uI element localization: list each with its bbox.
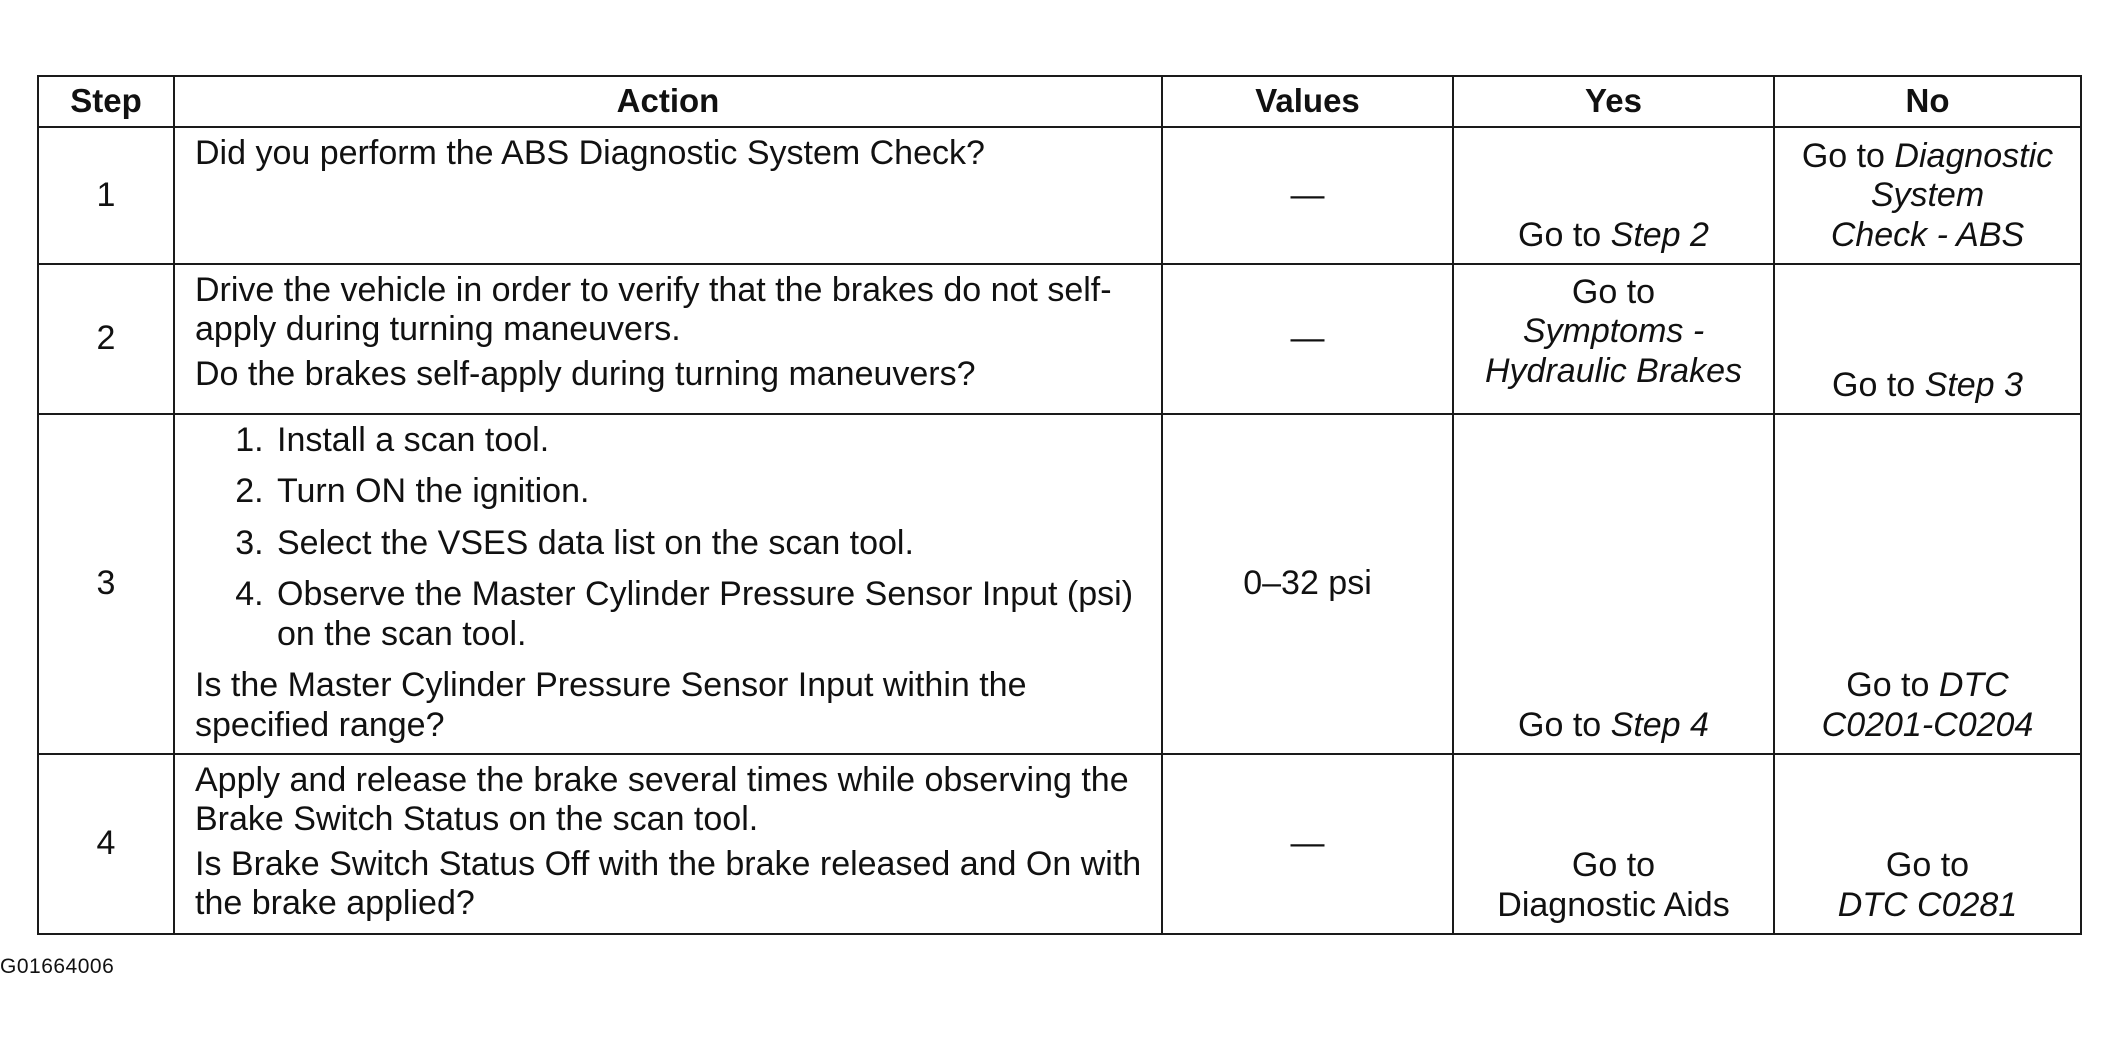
no-ref-link-cont[interactable]: Check - ABS bbox=[1830, 215, 2025, 254]
list-item: 2. Turn ON the ignition. bbox=[273, 472, 1149, 511]
no-prefix: Go to bbox=[1801, 136, 1895, 175]
step-number: 3 bbox=[38, 414, 174, 754]
yes-cell bbox=[1453, 754, 1774, 934]
yes-ref-link[interactable]: Symptoms - bbox=[1522, 312, 1705, 351]
action-cell bbox=[174, 127, 1162, 264]
header-yes: Yes bbox=[1453, 76, 1774, 127]
no-step-link[interactable]: Step 3 bbox=[1924, 365, 2023, 404]
values-cell: 0–32 psi bbox=[1162, 414, 1453, 754]
action-question: Is Brake Switch Status Off with the brake released and On with the brake applied? bbox=[195, 844, 1142, 923]
yes-prefix: Go to bbox=[1571, 273, 1656, 311]
no-cell bbox=[1774, 127, 2081, 264]
no-ref-link[interactable]: DTC bbox=[1938, 666, 2009, 705]
no-prefix: Go to bbox=[1846, 666, 1939, 705]
action-cell bbox=[174, 414, 1162, 754]
yes-prefix: Go to bbox=[1571, 846, 1656, 885]
yes-step-link[interactable]: Step 4 bbox=[1610, 705, 1709, 744]
list-item: 3. Select the VSES data list on the scan tool. bbox=[273, 524, 1149, 563]
no-cell bbox=[1774, 414, 2081, 754]
values-cell: — bbox=[1162, 127, 1453, 264]
header-values: Values bbox=[1162, 76, 1453, 127]
yes-ref-link-cont[interactable]: Hydraulic Brakes bbox=[1485, 351, 1742, 390]
diagnostic-table bbox=[37, 75, 2082, 935]
table-row bbox=[38, 414, 2081, 754]
no-ref-link-cont[interactable]: C0201-C0204 bbox=[1821, 705, 2034, 744]
step-number: 4 bbox=[38, 754, 174, 934]
header-step: Step bbox=[38, 76, 174, 127]
action-text: Apply and release the brake several times while observing the Brake Switch Status on the scan tool. bbox=[195, 761, 1129, 839]
values-cell: — bbox=[1162, 264, 1453, 414]
values-cell: — bbox=[1162, 754, 1453, 934]
list-item: 4. Observe the Master Cylinder Pressure Sensor Input (psi) on the scan tool. bbox=[273, 575, 1149, 654]
no-cell bbox=[1774, 754, 2081, 934]
action-steps-list bbox=[195, 421, 1149, 654]
table-row bbox=[38, 754, 2081, 934]
action-text: Did you perform the ABS Diagnostic System Check? bbox=[195, 134, 985, 172]
no-prefix: Go to bbox=[1885, 846, 1970, 885]
yes-prefix: Go to bbox=[1518, 705, 1611, 744]
table-row bbox=[38, 264, 2081, 414]
action-cell bbox=[174, 754, 1162, 934]
no-ref-link-cont[interactable]: System bbox=[1870, 176, 1985, 215]
table-header-row bbox=[38, 76, 2081, 127]
no-prefix: Go to bbox=[1832, 365, 1925, 404]
no-ref-link[interactable]: Diagnostic bbox=[1894, 136, 2054, 175]
action-question: Is the Master Cylinder Pressure Sensor Input within the specified range? bbox=[195, 666, 1027, 744]
header-no: No bbox=[1774, 76, 2081, 127]
yes-ref-link[interactable]: Diagnostic Aids bbox=[1497, 885, 1730, 924]
yes-prefix: Go to bbox=[1518, 215, 1611, 254]
list-item: 1. Install a scan tool. bbox=[273, 421, 1149, 460]
action-text: Drive the vehicle in order to verify that the brakes do not self-apply during turning maneuvers. bbox=[195, 271, 1112, 349]
table-row bbox=[38, 127, 2081, 264]
yes-cell bbox=[1453, 264, 1774, 414]
step-number: 2 bbox=[38, 264, 174, 414]
yes-cell bbox=[1453, 127, 1774, 264]
action-cell bbox=[174, 264, 1162, 414]
action-question: Do the brakes self-apply during turning maneuvers? bbox=[195, 354, 976, 393]
no-cell bbox=[1774, 264, 2081, 414]
header-action: Action bbox=[174, 76, 1162, 127]
no-ref-link[interactable]: DTC C0281 bbox=[1837, 885, 2018, 924]
figure-id-caption: G01664006 bbox=[0, 955, 115, 978]
yes-step-link[interactable]: Step 2 bbox=[1610, 215, 1709, 254]
yes-cell bbox=[1453, 414, 1774, 754]
step-number: 1 bbox=[38, 127, 174, 264]
